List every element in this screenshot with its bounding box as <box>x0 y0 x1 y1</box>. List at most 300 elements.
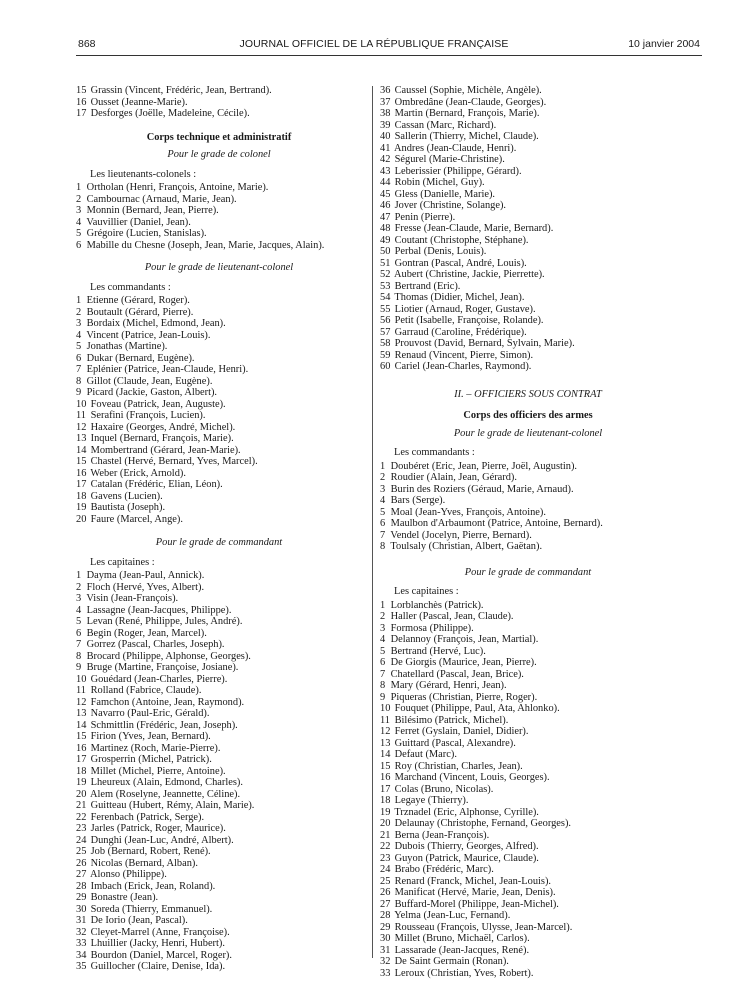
list-item <box>76 194 362 206</box>
list-item <box>76 514 362 526</box>
person-name: Prouvost (David, Bernard, Sylvain, Marie). <box>394 338 575 349</box>
list-item <box>380 715 676 727</box>
item-number: 22 <box>380 841 391 852</box>
item-number: 45 <box>380 188 391 200</box>
list-item <box>380 484 676 496</box>
list-item <box>380 807 676 819</box>
list-item <box>380 212 676 224</box>
list-item <box>380 166 676 178</box>
item-number: 28 <box>380 910 391 921</box>
list-item <box>76 915 362 927</box>
person-name: Berna (Jean-François). <box>394 829 490 841</box>
list-item <box>76 697 362 709</box>
person-name: Inquel (Bernard, François, Marie). <box>90 433 234 444</box>
person-name: Desforges (Joëlle, Madeleine, Cécile). <box>90 108 250 119</box>
item-number: 18 <box>76 490 87 502</box>
item-number: 19 <box>76 777 87 788</box>
item-number: 36 <box>380 85 391 96</box>
list-item <box>380 692 676 704</box>
person-name: Jover (Christine, Solange). <box>394 200 506 211</box>
list-item <box>380 657 676 669</box>
list-item <box>380 634 676 646</box>
item-number: 15 <box>76 456 87 467</box>
person-name: Millet (Bruno, Michaël, Carlos). <box>394 933 530 944</box>
item-number: 2 <box>380 611 386 622</box>
header-rule <box>76 55 702 56</box>
item-number: 15 <box>76 85 87 96</box>
person-name: Grosperrin (Michel, Patrick). <box>90 754 212 765</box>
person-name: Marchand (Vincent, Louis, Georges). <box>394 772 550 783</box>
person-name: Lassagne (Jean-Jacques, Philippe). <box>86 604 232 616</box>
item-number: 41 <box>380 142 391 154</box>
item-number: 56 <box>380 315 391 326</box>
person-name: Vincent (Patrice, Jean-Louis). <box>86 329 211 341</box>
list-item <box>76 593 362 605</box>
item-number: 5 <box>76 616 82 627</box>
list-item <box>380 864 676 876</box>
person-name: Mombertrand (Gérard, Jean-Marie). <box>90 444 241 456</box>
item-number: 50 <box>380 246 391 257</box>
person-name: Ségurel (Marie-Christine). <box>394 154 505 165</box>
section-title <box>380 389 676 401</box>
person-name: Petit (Isabelle, Françoise, Rolande). <box>394 315 544 326</box>
person-name: Navarro (Paul-Eric, Gérald). <box>90 708 210 719</box>
item-number: 7 <box>380 529 386 541</box>
list-item <box>76 307 362 319</box>
list-item <box>76 708 362 720</box>
list-item <box>76 433 362 445</box>
list-item <box>380 258 676 270</box>
item-number: 3 <box>380 622 386 634</box>
column-separator <box>372 86 373 958</box>
list-item <box>76 217 362 229</box>
item-number: 7 <box>76 364 82 375</box>
issue-date: 10 janvier 2004 <box>628 38 700 50</box>
list-item <box>380 669 676 681</box>
item-number: 5 <box>76 228 82 239</box>
list-item <box>380 472 676 484</box>
item-number: 59 <box>380 349 391 361</box>
list-item <box>76 341 362 353</box>
person-name: Gouédard (Jean-Charles, Pierre). <box>90 673 228 685</box>
item-number: 16 <box>76 96 87 108</box>
person-name: Leroux (Christian, Yves, Robert). <box>394 967 534 979</box>
item-number: 8 <box>76 375 82 387</box>
person-name: Doubéret (Eric, Jean, Pierre, Joël, Augustin). <box>390 460 578 472</box>
item-number: 6 <box>380 518 386 529</box>
list-item <box>380 189 676 201</box>
item-number: 46 <box>380 200 391 211</box>
person-name: De Giorgis (Maurice, Jean, Pierre). <box>390 657 537 668</box>
person-name: Bourdon (Daniel, Marcel, Roger). <box>90 949 232 961</box>
item-number: 1 <box>380 460 386 472</box>
item-number: 19 <box>380 806 391 818</box>
person-name: De Iorio (Jean, Pascal). <box>90 915 188 926</box>
rank-label: Les lieutenants-colonels : <box>90 168 197 180</box>
list-item <box>76 85 362 97</box>
item-number: 9 <box>76 387 82 398</box>
person-name: Buffard-Morel (Philippe, Jean-Michel). <box>394 898 559 910</box>
list-item <box>380 680 676 692</box>
item-number: 53 <box>380 280 391 292</box>
person-name: Aubert (Christine, Jackie, Pierrette). <box>394 269 545 280</box>
list-item <box>380 235 676 247</box>
list-item <box>380 818 676 830</box>
list-item <box>380 97 676 109</box>
list-item <box>380 968 676 980</box>
item-number: 26 <box>76 857 87 869</box>
item-number: 8 <box>380 541 386 552</box>
list-item <box>76 927 362 939</box>
list-item <box>380 518 676 530</box>
item-number: 30 <box>380 933 391 944</box>
person-name: Sallerin (Thierry, Michel, Claude). <box>394 131 539 142</box>
item-number: 19 <box>76 502 87 513</box>
item-number: 1 <box>380 599 386 611</box>
item-number: 16 <box>76 467 87 479</box>
list-item <box>76 399 362 411</box>
person-name: Dayma (Jean-Paul, Annick). <box>86 570 205 581</box>
person-name: Guillocher (Claire, Denise, Ida). <box>90 961 226 972</box>
person-name: Andres (Jean-Claude, Henri). <box>394 142 517 154</box>
list-item <box>380 541 676 553</box>
name-list <box>380 600 676 980</box>
person-name: Caussel (Sophie, Michèle, Angèle). <box>394 85 542 96</box>
item-number: 24 <box>76 834 87 846</box>
list-item <box>380 738 676 750</box>
person-name: Bertrand (Hervé, Luc). <box>390 645 486 657</box>
rank-label: Les commandants : <box>394 447 475 458</box>
person-name: Ferret (Gyslain, Daniel, Didier). <box>394 726 529 737</box>
item-number: 4 <box>76 216 82 228</box>
item-number: 60 <box>380 361 391 372</box>
person-name: Martin (Bernard, François, Marie). <box>394 108 540 119</box>
person-name: Gavens (Lucien). <box>90 490 163 502</box>
list-item <box>380 269 676 281</box>
item-number: 42 <box>380 154 391 165</box>
list-item <box>380 361 676 373</box>
list-item <box>380 315 676 327</box>
person-name: Perbal (Denis, Louis). <box>394 246 487 257</box>
person-name: Chastel (Hervé, Bernard, Yves, Marcel). <box>90 456 258 467</box>
person-name: Delannoy (François, Jean, Martial). <box>390 634 539 645</box>
item-number: 27 <box>76 869 87 880</box>
list-item <box>380 154 676 166</box>
right-column <box>380 85 676 979</box>
person-name: Formosa (Philippe). <box>390 622 474 634</box>
item-number: 21 <box>380 829 391 841</box>
item-number: 33 <box>76 938 87 949</box>
person-name: Ferenbach (Patrick, Serge). <box>90 811 205 823</box>
item-number: 51 <box>380 257 391 269</box>
item-number: 1 <box>76 182 82 193</box>
item-number: 12 <box>380 726 391 737</box>
list-item <box>380 761 676 773</box>
item-number: 39 <box>380 119 391 131</box>
person-name: Chatellard (Pascal, Jean, Brice). <box>390 668 524 680</box>
item-number: 13 <box>76 433 87 444</box>
item-number: 6 <box>76 352 82 364</box>
item-number: 5 <box>380 645 386 657</box>
item-number: 7 <box>380 668 386 680</box>
item-number: 17 <box>76 108 87 119</box>
item-number: 24 <box>380 864 391 875</box>
person-name: Garraud (Caroline, Frédérique). <box>394 326 527 338</box>
list-item <box>76 570 362 582</box>
list-item <box>76 502 362 514</box>
list-item <box>76 182 362 194</box>
person-name: Roy (Christian, Charles, Jean). <box>394 760 523 772</box>
grade-heading: Pour le grade de colonel <box>167 149 271 160</box>
item-number: 49 <box>380 234 391 246</box>
list-item <box>76 205 362 217</box>
item-number: 48 <box>380 223 391 234</box>
item-number: 23 <box>76 823 87 834</box>
item-number: 9 <box>380 691 386 703</box>
list-item <box>380 772 676 784</box>
item-number: 3 <box>76 318 82 329</box>
item-number: 4 <box>380 495 386 506</box>
list-item <box>380 726 676 738</box>
list-item <box>76 961 362 973</box>
list-item <box>76 950 362 962</box>
grade-heading: Pour le grade de lieutenant-colonel <box>144 262 294 273</box>
person-name: Lorblanchès (Patrick). <box>390 599 484 611</box>
person-name: Delaunay (Christophe, Fernand, Georges). <box>394 818 572 829</box>
item-number: 6 <box>76 239 82 251</box>
person-name: Imbach (Erick, Jean, Roland). <box>90 880 216 892</box>
item-number: 14 <box>380 749 391 760</box>
list-item <box>76 410 362 422</box>
item-number: 8 <box>76 650 82 662</box>
item-number: 2 <box>76 306 82 318</box>
item-number: 3 <box>380 483 386 495</box>
person-name: Ortholan (Henri, François, Antoine, Marie). <box>86 182 269 193</box>
list-item <box>76 108 362 120</box>
person-name: Roudier (Alain, Jean, Gérard). <box>390 472 517 483</box>
list-item <box>380 338 676 350</box>
list-item <box>76 376 362 388</box>
name-list <box>76 182 362 251</box>
list-item <box>380 945 676 957</box>
person-name: Manificat (Hervé, Marie, Jean, Denis). <box>394 887 556 898</box>
list-item <box>76 468 362 480</box>
item-number: 31 <box>380 944 391 956</box>
person-name: Dubois (Thierry, Georges, Alfred). <box>394 841 539 852</box>
list-item <box>380 281 676 293</box>
list-item <box>380 899 676 911</box>
person-name: Begin (Roger, Jean, Marcel). <box>86 627 207 639</box>
person-name: Visin (Jean-François). <box>86 593 179 604</box>
person-name: Lhuillier (Jacky, Henri, Hubert). <box>90 938 225 949</box>
list-item <box>76 491 362 503</box>
person-name: Guittard (Pascal, Alexandre). <box>394 737 516 749</box>
person-name: Rousseau (François, Ulysse, Jean-Marcel). <box>394 921 573 933</box>
item-number: 25 <box>380 875 391 887</box>
item-number: 5 <box>76 341 82 352</box>
list-item <box>76 295 362 307</box>
person-name: Boutault (Gérard, Pierre). <box>86 306 194 318</box>
list-item <box>76 479 362 491</box>
list-item <box>380 956 676 968</box>
list-item <box>76 754 362 766</box>
item-number: 18 <box>76 765 87 777</box>
person-name: Penin (Pierre). <box>394 211 456 223</box>
item-number: 10 <box>380 703 391 714</box>
item-number: 11 <box>76 685 87 696</box>
person-name: Grégoire (Lucien, Stanislas). <box>86 228 207 239</box>
person-name: Picard (Jackie, Gaston, Albert). <box>86 387 218 398</box>
person-name: Schmittlin (Frédéric, Jean, Joseph). <box>90 719 238 731</box>
list-item <box>76 582 362 594</box>
list-item <box>380 530 676 542</box>
person-name: De Saint Germain (Ronan). <box>394 956 509 967</box>
item-number: 17 <box>76 754 87 765</box>
list-item <box>380 120 676 132</box>
person-name: Soreda (Thierry, Emmanuel). <box>90 903 213 915</box>
list-item <box>380 646 676 658</box>
item-number: 52 <box>380 269 391 280</box>
person-name: Gontran (Pascal, André, Louis). <box>394 257 527 269</box>
person-name: Jarles (Patrick, Roger, Maurice). <box>90 823 226 834</box>
person-name: Thomas (Didier, Michel, Jean). <box>394 292 525 303</box>
item-number: 2 <box>380 472 386 483</box>
list-item <box>76 616 362 628</box>
item-number: 16 <box>76 742 87 754</box>
item-number: 4 <box>76 604 82 616</box>
item-number: 55 <box>380 303 391 315</box>
item-number: 43 <box>380 165 391 177</box>
person-name: Haller (Pascal, Jean, Claude). <box>390 611 514 622</box>
item-number: 47 <box>380 211 391 223</box>
list-item <box>380 703 676 715</box>
list-item <box>380 623 676 635</box>
list-item <box>380 830 676 842</box>
person-name: Faure (Marcel, Ange). <box>90 513 183 525</box>
item-number: 26 <box>380 887 391 898</box>
list-item <box>76 662 362 674</box>
list-item <box>76 674 362 686</box>
item-number: 29 <box>380 921 391 933</box>
list-item <box>76 97 362 109</box>
list-item <box>380 611 676 623</box>
person-name: Lheureux (Alain, Edmond, Charles). <box>90 777 243 788</box>
person-name: Haxaire (Georges, André, Michel). <box>90 421 236 433</box>
list-item <box>76 800 362 812</box>
list-item <box>380 749 676 761</box>
list-item <box>380 887 676 899</box>
list-item <box>76 846 362 858</box>
name-list <box>380 461 676 553</box>
person-name: Bordaix (Michel, Edmond, Jean). <box>86 318 226 329</box>
person-name: Millet (Michel, Pierre, Antoine). <box>90 765 226 777</box>
item-number: 57 <box>380 326 391 338</box>
name-list <box>76 85 362 120</box>
item-number: 54 <box>380 292 391 303</box>
person-name: Guitteau (Hubert, Rémy, Alain, Marie). <box>90 800 255 811</box>
item-number: 16 <box>380 772 391 783</box>
list-item <box>76 904 362 916</box>
person-name: Gorrez (Pascal, Charles, Joseph). <box>86 639 225 650</box>
item-number: 3 <box>76 593 82 604</box>
person-name: Catalan (Frédéric, Elian, Léon). <box>90 479 223 490</box>
list-item <box>380 246 676 258</box>
list-item <box>380 461 676 473</box>
item-number: 32 <box>76 926 87 938</box>
person-name: Etienne (Gérard, Roger). <box>86 295 190 306</box>
item-number: 38 <box>380 108 391 119</box>
person-name: Cambournac (Arnaud, Marie, Jean). <box>86 193 237 205</box>
item-number: 1 <box>76 295 82 306</box>
list-item <box>76 228 362 240</box>
person-name: Robin (Michel, Guy). <box>394 177 485 188</box>
person-name: Moal (Jean-Yves, François, Antoine). <box>390 506 546 518</box>
item-number: 18 <box>380 795 391 806</box>
list-item <box>76 605 362 617</box>
person-name: Lassarade (Jean-Jacques, René). <box>394 944 530 956</box>
person-name: Dukar (Bernard, Eugène). <box>86 352 195 364</box>
list-item <box>380 223 676 235</box>
list-item <box>76 823 362 835</box>
person-name: Bonastre (Jean). <box>90 892 159 903</box>
person-name: Monnin (Bernard, Jean, Pierre). <box>86 205 219 216</box>
list-item <box>380 304 676 316</box>
item-number: 2 <box>76 581 82 593</box>
item-number: 20 <box>380 818 391 829</box>
item-number: 4 <box>76 329 82 341</box>
name-list <box>76 295 362 525</box>
person-name: Brocard (Philippe, Alphonse, Georges). <box>86 650 251 662</box>
person-name: Legaye (Thierry). <box>394 795 469 806</box>
person-name: Bilésimo (Patrick, Michel). <box>394 714 509 726</box>
list-item <box>76 685 362 697</box>
list-item <box>76 881 362 893</box>
list-item <box>76 240 362 252</box>
person-name: Job (Bernard, Robert, René). <box>90 846 211 857</box>
person-name: Alonso (Philippe). <box>90 869 167 880</box>
rank-label: Les capitaines : <box>394 586 459 597</box>
person-name: Bruge (Martine, Françoise, Josiane). <box>86 662 239 673</box>
person-name: Mabille du Chesne (Joseph, Jean, Marie, Jacques, Alain). <box>86 239 325 251</box>
person-name: Fresse (Jean-Claude, Marie, Bernard). <box>394 223 554 234</box>
person-name: Cariel (Jean-Charles, Raymond). <box>394 361 532 372</box>
item-number: 37 <box>380 96 391 108</box>
list-item <box>76 639 362 651</box>
item-number: 15 <box>380 760 391 772</box>
list-item <box>76 766 362 778</box>
list-item <box>76 869 362 881</box>
corps-heading: Corps des officiers des armes <box>463 410 593 421</box>
item-number: 12 <box>76 696 87 708</box>
item-number: 20 <box>76 513 87 525</box>
item-number: 12 <box>76 421 87 433</box>
list-item <box>76 628 362 640</box>
list-item <box>380 784 676 796</box>
person-name: Cassan (Marc, Richard). <box>394 119 497 131</box>
person-name: Liotier (Arnaud, Roger, Gustave). <box>394 303 536 315</box>
list-item <box>76 812 362 824</box>
item-number: 44 <box>380 177 391 188</box>
person-name: Ousset (Jeanne-Marie). <box>90 96 188 108</box>
grade-heading: Pour le grade de lieutenant-colonel <box>453 427 603 439</box>
item-number: 32 <box>380 956 391 967</box>
list-item <box>380 495 676 507</box>
grade-heading: Pour le grade de commandant <box>464 566 592 578</box>
item-number: 17 <box>76 479 87 490</box>
item-number: 23 <box>380 852 391 864</box>
list-item <box>380 876 676 888</box>
page-number: 868 <box>78 38 96 50</box>
